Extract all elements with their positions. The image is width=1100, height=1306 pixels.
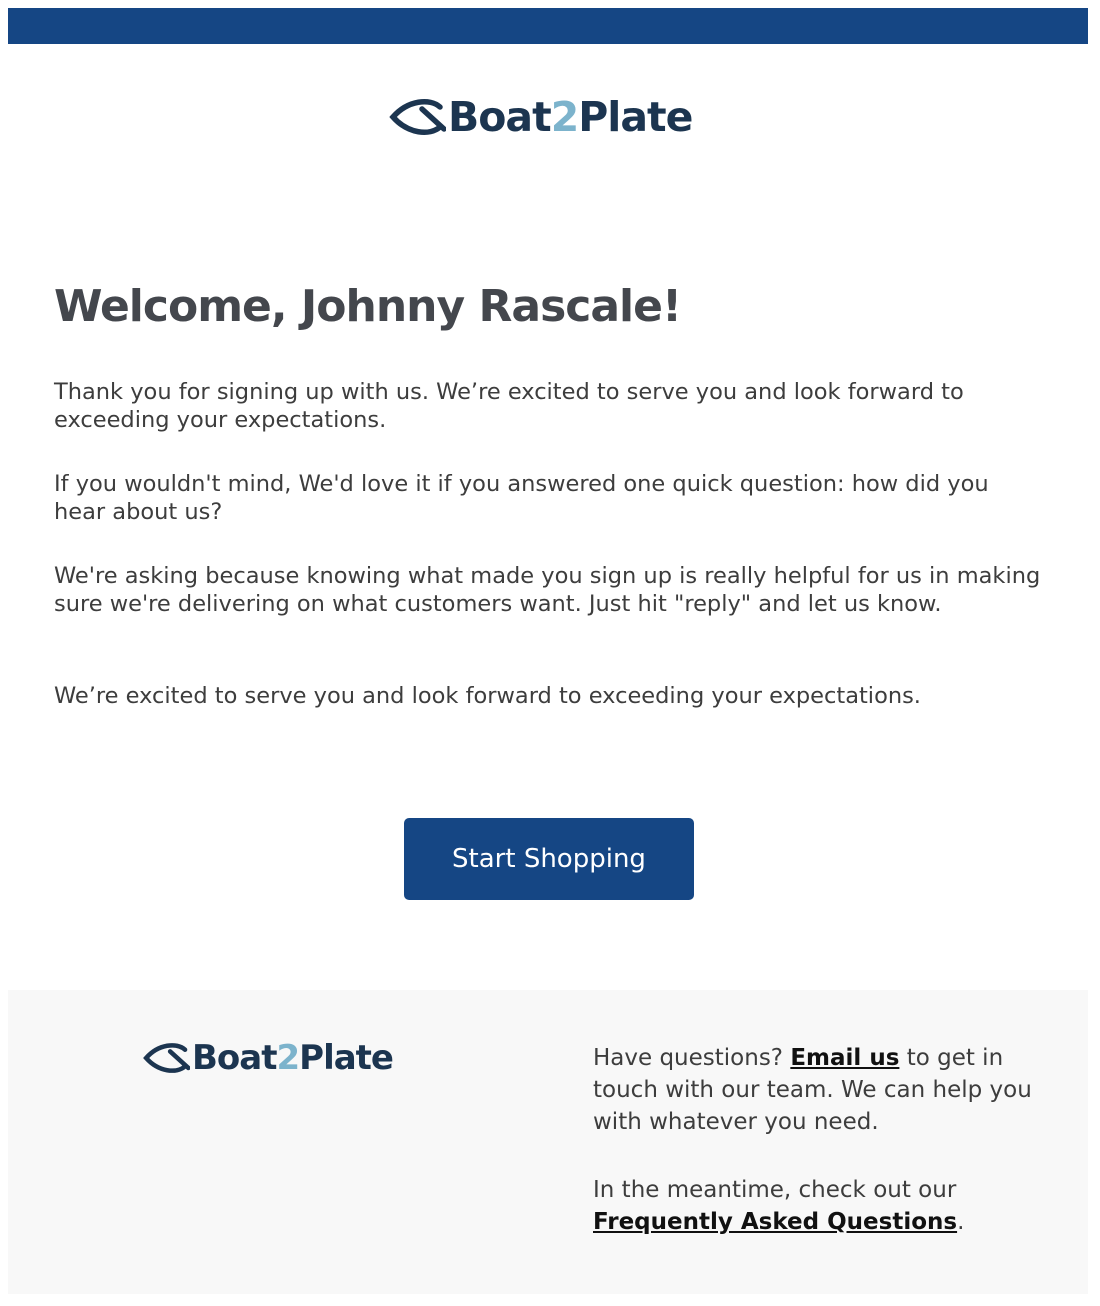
brand-logo [388, 93, 692, 141]
footer-meantime-prefix: In the meantime, check out our [593, 1177, 957, 1203]
email-us-link[interactable]: Email us [790, 1045, 900, 1071]
logo-text-boat: Boat [192, 1038, 277, 1078]
fish-icon [142, 1042, 190, 1074]
paragraph-closing: We’re excited to serve you and look forward to exceeding your expectations. [54, 683, 921, 709]
logo-text-two: 2 [276, 1038, 300, 1078]
welcome-title: Welcome, Johnny Rascale! [54, 281, 682, 332]
top-banner-bar [8, 8, 1088, 44]
logo-text-two: 2 [550, 93, 579, 141]
brand-logo [142, 1038, 393, 1078]
email-body [54, 272, 1054, 709]
fish-icon [388, 98, 446, 136]
logo-text-boat: Boat [448, 93, 551, 141]
header-logo[interactable] [388, 92, 692, 142]
logo-text-plate: Plate [299, 1038, 393, 1078]
paragraph-thanks: Thank you for signing up with us. We’re excited to serve you and look forward to exceeding your expectations. [54, 379, 964, 433]
footer-questions-prefix: Have questions? [593, 1045, 791, 1071]
paragraph-reason: We're asking because knowing what made you sign up is really helpful for us in making sure we're delivering on what customers want. Just hit "reply" and let us know. [54, 563, 1041, 617]
faq-link[interactable]: Frequently Asked Questions [593, 1209, 958, 1235]
footer-logo[interactable] [142, 1038, 393, 1078]
start-shopping-button[interactable]: Start Shopping [404, 818, 694, 900]
footer-meantime-suffix: . [957, 1209, 965, 1235]
footer-questions-suffix: to get in touch with our team. We can help you with whatever you need. [593, 1045, 1032, 1135]
paragraph-question: If you wouldn't mind, We'd love it if you answered one quick question: how did you hear about us? [54, 471, 989, 525]
logo-text-plate: Plate [578, 93, 693, 141]
footer-questions-paragraph [593, 1042, 1053, 1138]
footer [8, 990, 1088, 1294]
footer-contact-text [593, 1042, 1053, 1238]
footer-faq-paragraph [593, 1174, 1053, 1238]
